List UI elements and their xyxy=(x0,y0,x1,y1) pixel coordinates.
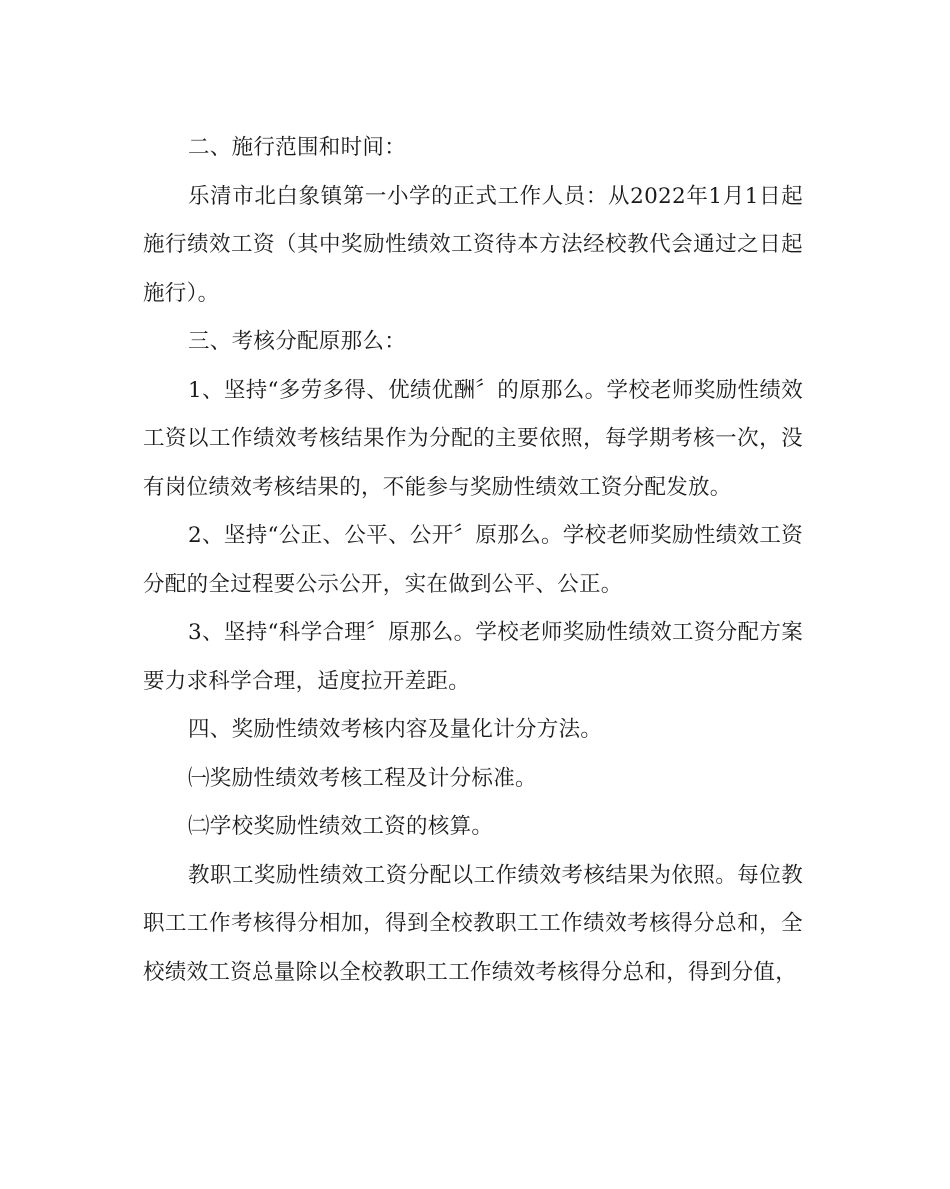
paragraph-principle-2: 2、坚持“公正、公平、公开〞原那么。学校老师奖励性绩效工资分配的全过程要公示公开，实在做到公平、公正。 xyxy=(143,523,803,597)
document-body xyxy=(143,124,803,997)
subheading-accounting: ㈡学校奖励性绩效工资的核算。 xyxy=(188,814,494,839)
subheading-items-and-standards: ㈠奖励性绩效考核工程及计分标准。 xyxy=(188,765,537,791)
paragraph-principle-1: 1、坚持“多劳多得、优绩优酬〞的原那么。学校老师奖励性绩效工资以工作绩效考核结果作为分配的主要依照，每学期考核一次，没有岗位绩效考核结果的，不能参与奖励性绩效工资分配发放。 xyxy=(143,377,803,500)
paragraph-principle-3: 3、坚持“科学合理〞原那么。学校老师奖励性绩效工资分配方案要力求科学合理，适度拉开差距。 xyxy=(143,620,803,694)
paragraph-scope-detail: 乐清市北白象镇第一小学的正式工作人员：从2022年1月1日起施行绩效工资（其中奖励性绩效工资待本方法经校教代会通过之日起施行）。 xyxy=(143,183,803,306)
heading-scope-and-time: 二、施行范围和时间： xyxy=(188,135,407,160)
heading-assessment-principles: 三、考核分配原那么： xyxy=(188,329,407,354)
heading-assessment-content: 四、奖励性绩效考核内容及量化计分方法。 xyxy=(188,717,603,742)
paragraph-distribution-method: 教职工奖励性绩效工资分配以工作绩效考核结果为依照。每位教职工工作考核得分相加，得到全校教职工工作绩效考核得分总和，全校绩效工资总量除以全校教职工工作绩效考核得分总和，得到分值， xyxy=(143,862,803,985)
